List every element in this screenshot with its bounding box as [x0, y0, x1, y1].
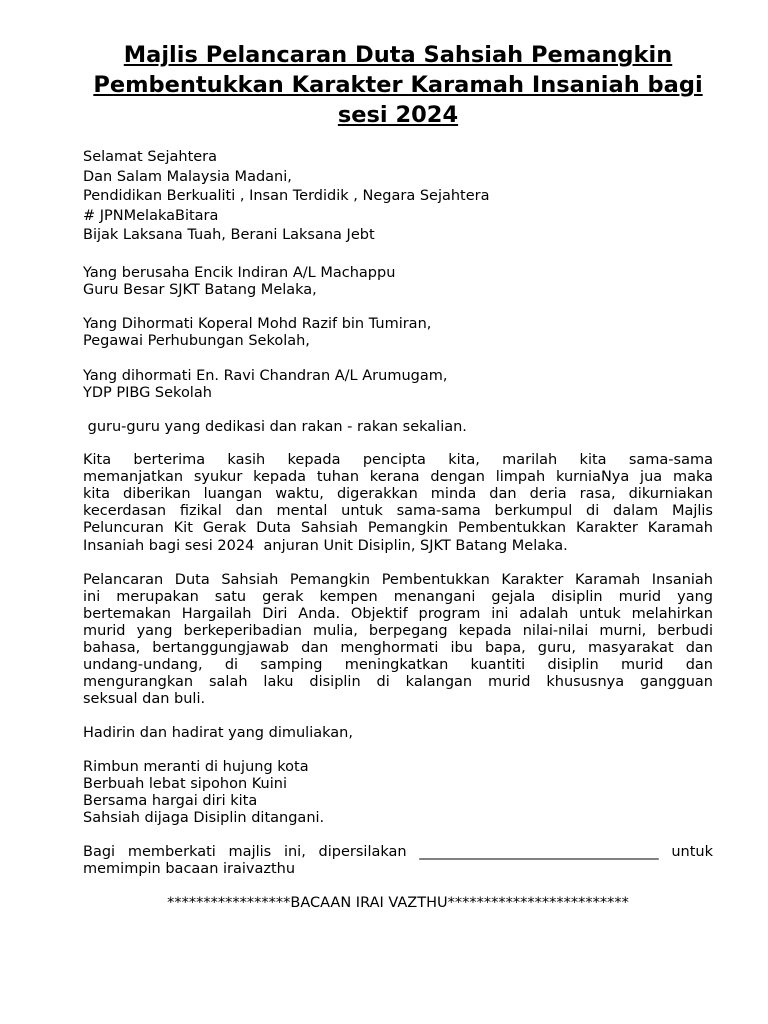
paragraph-line: Kita berterima kasih kepada pencipta kita, marilah kita sama-sama	[83, 451, 713, 468]
salutation-line: YDP PIBG Sekolah	[83, 384, 212, 401]
paragraph-line: Peluncuran Kit Gerak Duta Sahsiah Pemangkin Pembentukkan Karakter Karamah	[83, 520, 713, 537]
paragraph-line: kita diberikan luangan waktu, digerakkan minda dan deria rasa, dikurniakan	[83, 485, 713, 502]
title-line-text: Majlis Pelancaran Duta Sahsiah Pemangkin	[123, 42, 673, 68]
salutation-line: guru-guru yang dedikasi dan rakan - rakan sekalian.	[83, 418, 467, 435]
title-line-text: sesi 2024	[337, 102, 459, 128]
pantun-line: Rimbun meranti di hujung kota	[83, 758, 309, 775]
salutation-line: Guru Besar SJKT Batang Melaka,	[83, 281, 317, 298]
audience-address-line: Hadirin dan hadirat yang dimuliakan,	[83, 724, 353, 741]
salutation-liaison-officer	[83, 316, 713, 350]
salutation-line: Yang Dihormati Koperal Mohd Razif bin Tumiran,	[83, 315, 432, 332]
pantun-line: Berbuah lebat sipohon Kuini	[83, 775, 287, 792]
paragraph-line: murid yang berkeperibadian mulia, berpegang kepada nilai-nilai murni, berbudi	[83, 622, 713, 639]
greeting-line: Bijak Laksana Tuah, Berani Laksana Jebt	[83, 227, 375, 243]
paragraph-line: mengurangkan salah laku disiplin di kalangan murid khususnya gangguan	[83, 673, 713, 690]
paragraph-line: bahasa, bertanggungjawab dan menghormati ibu bapa, guru, masyarakat dan	[83, 639, 713, 656]
paragraph-gratitude	[83, 452, 713, 555]
audience-address	[83, 725, 713, 742]
title-line	[83, 40, 713, 70]
salutation-line: Yang berusaha Encik Indiran A/L Machappu	[83, 264, 396, 281]
closing-banner: *****************BACAAN IRAI VAZTHU*************************	[167, 894, 629, 911]
paragraph-line: bertemakan Hargailah Diri Anda. Objektif program ini adalah untuk melahirkan	[83, 605, 713, 622]
pantun-verse	[83, 759, 713, 827]
paragraph-line: undang-undang, di samping meningkatkan kuantiti disiplin murid dan	[83, 656, 713, 673]
paragraph-line: kecerdasan fizikal dan mental untuk sama-sama berkumpul di dalam Majlis	[83, 503, 713, 520]
paragraph-line: memanjatkan syukur kepada tuhan kerana dengan limpah kurniaNya jua maka	[83, 468, 713, 485]
salutation-line: Pegawai Perhubungan Sekolah,	[83, 332, 310, 349]
paragraph-program-objective	[83, 572, 713, 708]
greeting-line: Dan Salam Malaysia Madani,	[83, 168, 292, 185]
paragraph-line: ini merupakan satu gerak kempen menangani gejala disiplin murid yang	[83, 588, 713, 605]
title-line-text: Pembentukkan Karakter Karamah Insaniah bagi	[93, 72, 703, 98]
title-line	[83, 100, 713, 130]
salutation-line: Yang dihormati En. Ravi Chandran A/L Arumugam,	[83, 367, 448, 384]
pantun-line: Bersama hargai diri kita	[83, 792, 258, 809]
salutation-headmaster	[83, 265, 713, 299]
paragraph-line: seksual dan buli.	[83, 690, 206, 707]
title-line	[83, 70, 713, 100]
paragraph-line: Pelancaran Duta Sahsiah Pemangkin Pembentukkan Karakter Karamah Insaniah	[83, 571, 713, 588]
salutation-teachers	[83, 419, 713, 436]
greeting-line: # JPNMelakaBitara	[83, 207, 219, 224]
pantun-line: Sahsiah dijaga Disiplin ditangani.	[83, 809, 325, 826]
greeting-block	[83, 148, 713, 246]
greeting-line: Pendidikan Berkualiti , Insan Terdidik , Negara Sejahtera	[83, 188, 490, 204]
greeting-line: Selamat Sejahtera	[83, 149, 218, 165]
invitation-line: memimpin bacaan iraivazthu	[83, 860, 296, 877]
paragraph-line: Insaniah bagi sesi 2024 anjuran Unit Disiplin, SJKT Batang Melaka.	[83, 537, 568, 554]
invitation-paragraph	[83, 844, 713, 878]
invitation-line: Bagi memberkati majlis ini, dipersilakan _________________________________ untuk	[83, 843, 713, 860]
document-content	[83, 40, 713, 912]
document-title	[83, 40, 713, 130]
salutation-pibg-chair	[83, 368, 713, 402]
